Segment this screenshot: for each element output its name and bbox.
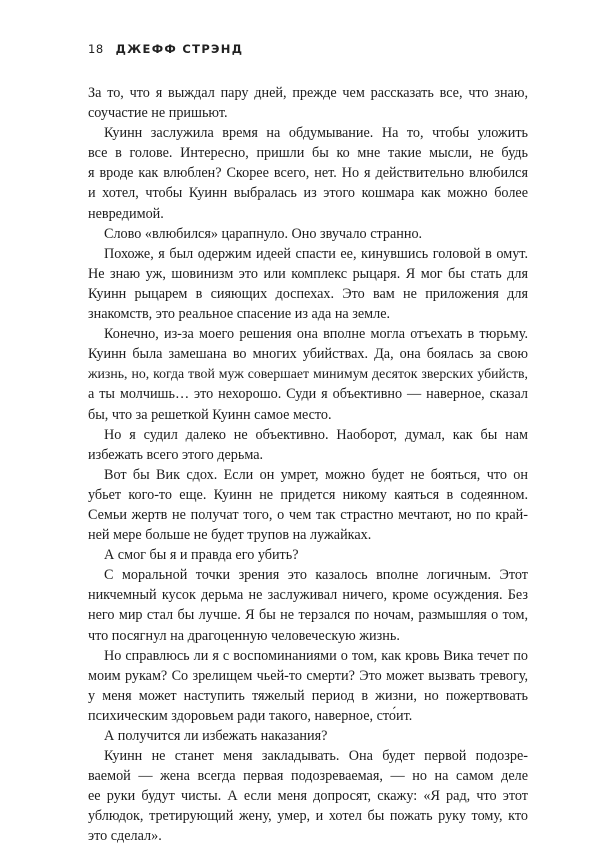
text-line: Куинн заслужила время на обдумывание. На то, чтобы уложить	[104, 125, 528, 142]
text-line: а ты молчишь… это нехорошо. Суди я объективно — наверное, сказал	[88, 386, 528, 403]
text-line: убьет кого-то еще. Куинн не придется никому каяться в содеянном.	[88, 486, 528, 503]
body-text	[88, 83, 528, 847]
text-line: За то, что я выждал пару дней, прежде чем рассказать все, что знаю,	[88, 85, 528, 101]
text-line: знакомств, это реальное спасение из ада на земле.	[88, 306, 391, 323]
text-line: что посягнул на драгоценную человеческую жизнь.	[88, 627, 400, 644]
text-line: невредимой.	[88, 205, 164, 222]
text-line: это сделал».	[88, 828, 162, 845]
text-line: А смог бы я и правда его убить?	[104, 547, 299, 564]
text-line: ней мере больше не будет трупов на лужайках.	[88, 527, 372, 544]
text-line: Не знаю уж, шовинизм это или комплекс рыцаря. Я мог бы стать для	[88, 265, 528, 282]
text-line: ее руки будут чисты. А если меня допросят, скажу: «Я рад, что этот	[88, 788, 528, 805]
page-number: 18	[88, 42, 104, 56]
text-line: Куинн была замешана во многих убийствах. Да, она боялась за свою	[88, 346, 528, 363]
text-line: жизнь, но, когда твой муж совершает минимум десяток зверских убийств,	[88, 366, 528, 382]
text-line: Похоже, я был одержим идеей спасти ее, кинувшись головой в омут.	[104, 245, 528, 262]
text-line: у меня может наступить тяжелый период в жизни, но пожертвовать	[88, 687, 528, 704]
text-line: Куинн не станет меня закладывать. Она будет первой подозре-	[104, 748, 528, 765]
text-line: бы, что за решеткой Куинн самое место.	[88, 406, 332, 423]
text-line: я вроде как влюблен? Скорее всего, нет. Но я действительно влюбился	[88, 165, 528, 182]
text-line: ублюдок, третирующий жену, умер, и хотел бы пожать руку тому, кто	[88, 808, 528, 825]
running-head	[88, 42, 243, 56]
text-line: Но я судил далеко не объективно. Наоборот, думал, как бы нам	[104, 426, 528, 443]
text-line: моим рукам? Со зрелищем чьей-то смерти? Это может вызвать тревогу,	[88, 667, 528, 684]
author-name: ДЖЕФФ СТРЭНД	[115, 42, 244, 56]
text-line: С моральной точки зрения это казалось вполне логичным. Этот	[104, 567, 528, 584]
text-line: Семьи жертв не получат того, о чем так страстно мечтают, но по край-	[88, 506, 528, 523]
text-line: и хотел, чтобы Куинн выбралась из этого кошмара как можно более	[88, 185, 528, 202]
text-line: психическим здоровьем ради такого, наверное, сто́ит.	[88, 707, 413, 724]
text-line: соучастие не пришьют.	[88, 105, 228, 122]
text-line: никчемный кусок дерьма не заслуживал ничего, кроме осуждения. Без	[88, 587, 528, 604]
text-line: Куинн рыцарем в сияющих доспехах. Это вам не приложения для	[88, 285, 528, 302]
text-line: ваемой — жена всегда первая подозреваемая, — но на самом деле	[88, 768, 528, 785]
text-line: Конечно, из-за моего решения она вполне могла отъехать в тюрьму.	[104, 326, 528, 343]
text-line: А получится ли избежать наказания?	[104, 728, 328, 744]
text-line: все в голове. Интересно, пришли бы ко мне такие мысли, не будь	[88, 145, 528, 162]
text-line: избежать всего этого дерьма.	[88, 446, 264, 463]
text-line: Слово «влюбился» царапнуло. Оно звучало странно.	[104, 225, 423, 242]
text-line: Вот бы Вик сдох. Если он умрет, можно будет не бояться, что он	[104, 466, 528, 483]
text-line: Но справлюсь ли я с воспоминаниями о том, как кровь Вика течет по	[104, 647, 528, 664]
text-line: него мир стал бы лучше. Я бы не терзался по ночам, размышляя о том,	[88, 607, 528, 624]
